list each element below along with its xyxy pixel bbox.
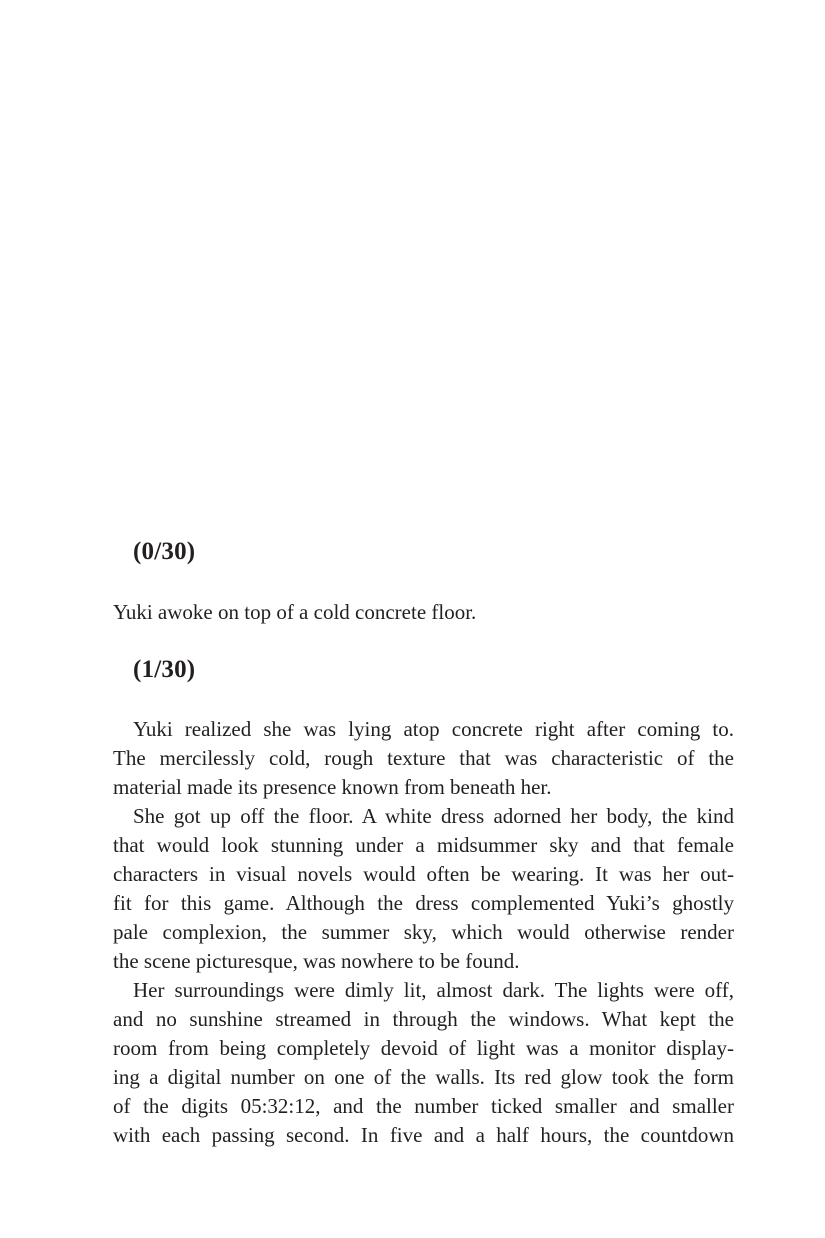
text-line: The mercilessly cold, rough texture that was characteristic of the [113, 746, 734, 770]
paragraph-1 [113, 715, 734, 802]
text-line: the scene picturesque, was nowhere to be found. [113, 949, 520, 973]
paragraph-3 [113, 976, 734, 1150]
text-line: characters in visual novels would often be wearing. It was her out- [113, 862, 734, 886]
paragraph-2 [113, 802, 734, 976]
section-summary: Yuki awoke on top of a cold concrete floor. [113, 600, 477, 624]
text-line: with each passing second. In five and a half hours, the countdown [113, 1123, 734, 1147]
text-line: of the digits 05:32:12, and the number ticked smaller and smaller [113, 1094, 734, 1118]
section-heading-0-of-30: (0/30) [133, 538, 196, 565]
text-line: ing a digital number on one of the walls. Its red glow took the form [113, 1065, 734, 1089]
text-line: Yuki realized she was lying atop concrete right after coming to. [133, 717, 734, 741]
text-line: and no sunshine streamed in through the windows. What kept the [113, 1007, 734, 1031]
text-line: fit for this game. Although the dress complemented Yuki’s ghostly [113, 891, 734, 915]
text-line: that would look stunning under a midsummer sky and that female [113, 833, 734, 857]
chapter-body [113, 715, 734, 1150]
text-line: pale complexion, the summer sky, which would otherwise render [113, 920, 734, 944]
text-line: room from being completely devoid of light was a monitor display- [113, 1036, 734, 1060]
text-line: She got up off the floor. A white dress adorned her body, the kind [133, 804, 734, 828]
section-heading-1-of-30: (1/30) [133, 656, 196, 683]
text-line: Her surroundings were dimly lit, almost dark. The lights were off, [133, 978, 734, 1002]
text-line: material made its presence known from beneath her. [113, 775, 552, 799]
